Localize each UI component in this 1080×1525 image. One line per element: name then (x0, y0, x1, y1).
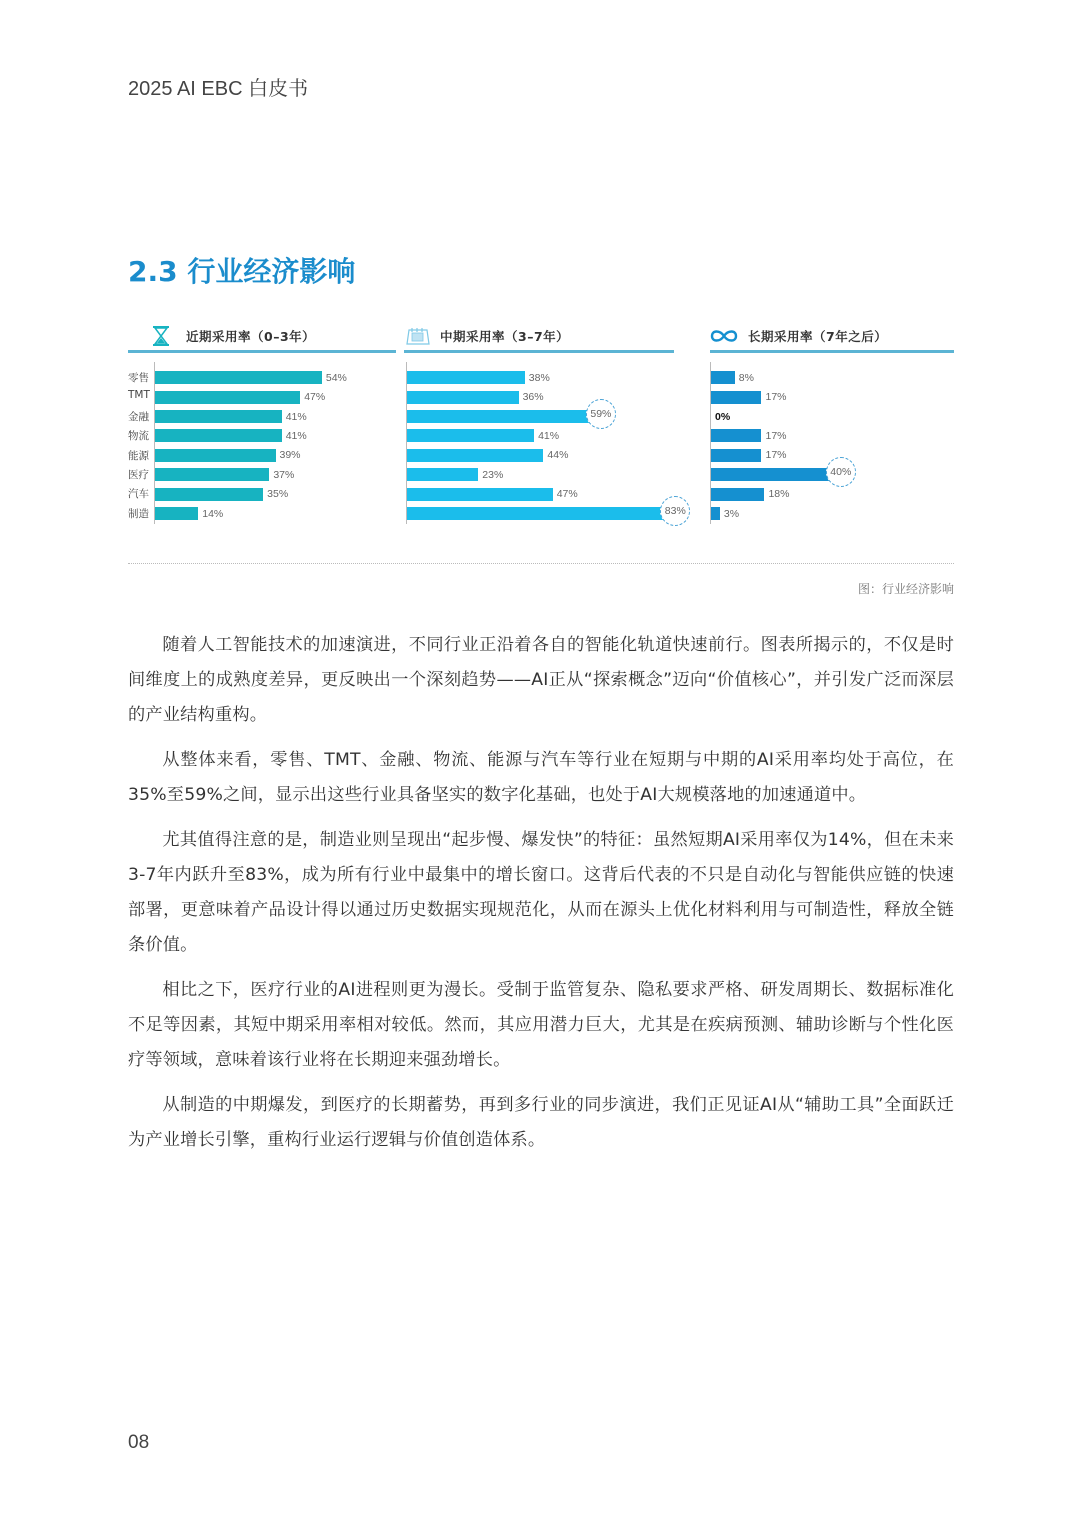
value-label: 37% (273, 468, 295, 481)
bar-row (155, 407, 307, 427)
value-label: 35% (267, 488, 289, 501)
bar (407, 429, 534, 442)
value-label: 41% (285, 429, 307, 442)
bar-row (711, 426, 787, 446)
category-label: 能源 (128, 449, 149, 462)
category-label: 金融 (128, 410, 149, 423)
value-label: 54% (325, 371, 347, 384)
value-label: 8% (738, 371, 754, 384)
bar (155, 488, 263, 501)
bar-row (407, 446, 568, 466)
value-label: 47% (556, 488, 578, 501)
paragraph: 从制造的中期爆发，到医疗的长期蓄势，再到多行业的同步演进，我们正见证AI从“辅助工具”全面跃迁为产业增长引擎，重构行业运行逻辑与价值创造体系。 (128, 1095, 954, 1150)
bar-row (155, 446, 301, 466)
bar (711, 507, 720, 520)
bar (155, 468, 269, 481)
bar-row (711, 484, 789, 504)
panel-title: 中期采用率（3–7年） (440, 329, 570, 344)
bar (407, 488, 553, 501)
paragraph: 相比之下，医疗行业的AI进程则更为漫长。受制于监管复杂、隐私要求严格、研发周期长、数据标准化不足等因素，其短中期采用率相对较低。然而，其应用潜力巨大，尤其是在疾病预测、辅助诊断与个性化医疗等领域，意味着该行业将在长期迎来强劲增长。 (128, 980, 954, 1070)
bar-row (155, 368, 347, 388)
category-label: 物流 (128, 430, 149, 443)
bar-row (407, 387, 544, 407)
bar (711, 449, 761, 462)
bar (407, 410, 590, 423)
running-header: 2025 AI EBC 白皮书 (128, 78, 309, 100)
figure-divider (128, 563, 954, 564)
chart-panel-near-term (128, 322, 396, 520)
value-label: 38% (528, 371, 550, 384)
bar (407, 391, 519, 404)
highlight-value-badge: 83% (660, 496, 690, 526)
bar (711, 371, 735, 384)
bar (407, 507, 664, 520)
bar (155, 371, 322, 384)
bar (407, 468, 478, 481)
chart-panel-mid-term (404, 322, 686, 517)
bar (407, 449, 543, 462)
value-label: 3% (723, 507, 740, 520)
panel-title: 近期采用率（0–3年） (186, 329, 316, 344)
value-label: 23% (482, 468, 504, 481)
category-label: 汽车 (128, 488, 149, 501)
bar-row (407, 484, 578, 504)
paragraph: 尤其值得注意的是，制造业则呈现出“起步慢、爆发快”的特征：虽然短期AI采用率仅为14%，但在未来3-7年内跃升至83%，成为所有行业中最集中的增长窗口。这背后代表的不只是自动化与智能供应链的快速部署，更意味着产品设计得以通过历史数据实现规范化，从而在源头上优化材料利用与可制造性，释放全链条价值。 (128, 830, 954, 955)
highlight-value-badge: 59% (586, 399, 616, 429)
bar-row (711, 446, 787, 466)
category-label: 零售 (128, 372, 149, 384)
bar (155, 449, 276, 462)
bar-row (711, 407, 730, 427)
highlight-value-badge: 40% (826, 457, 856, 487)
bar (155, 507, 198, 520)
bar-row (711, 504, 739, 524)
value-label: 36% (522, 391, 544, 404)
body-text (128, 628, 954, 1168)
paragraph: 从整体来看，零售、TMT、金融、物流、能源与汽车等行业在短期与中期的AI采用率均处于高位，在35%至59%之间，显示出这些行业具备坚实的数字化基础，也处于AI大规模落地的加速通道中。 (128, 750, 954, 805)
bar-row (155, 426, 307, 446)
page-number: 08 (128, 1432, 150, 1453)
bar-row (155, 465, 294, 485)
bar-row (407, 504, 686, 524)
panel-header (710, 322, 954, 353)
chart-panel-long-term (710, 322, 954, 520)
paragraph: 随着人工智能技术的加速演进，不同行业正沿着各自的智能化轨道快速前行。图表所揭示的，不仅是时间维度上的成熟度差异，更反映出一个深刻趋势——AI正从“探索概念”迈向“价值核心”，并引发广泛而深层的产业结构重构。 (128, 635, 954, 725)
bar-row (155, 484, 288, 504)
bar-row (711, 387, 787, 407)
panel-title: 长期采用率（7年之后） (748, 329, 888, 344)
bar (155, 410, 282, 423)
bar (711, 468, 830, 481)
bar (711, 488, 764, 501)
bar-row (407, 465, 503, 485)
value-label: 44% (547, 449, 569, 462)
value-label: 14% (202, 507, 224, 520)
bar-row (711, 465, 852, 485)
panel-header (404, 322, 674, 353)
value-label: 39% (279, 449, 301, 462)
bar (711, 429, 761, 442)
category-label: 制造 (128, 507, 149, 520)
bar (407, 371, 525, 384)
value-label: 17% (765, 391, 787, 404)
bar-row (155, 387, 325, 407)
value-label: 47% (304, 391, 326, 404)
value-label: 41% (285, 410, 307, 423)
calendar-icon (406, 325, 432, 347)
bar-row (407, 407, 612, 427)
section-title: 2.3 行业经济影响 (128, 255, 356, 288)
bar (711, 391, 761, 404)
bar (155, 391, 300, 404)
value-label: 18% (768, 488, 790, 501)
category-label: 医疗 (128, 469, 149, 481)
value-label: 17% (765, 429, 787, 442)
bar-row (155, 504, 223, 524)
infinity-icon (710, 325, 740, 347)
bar (155, 429, 282, 442)
category-label: TMT (128, 389, 150, 402)
panel-header (128, 322, 396, 353)
hourglass-icon (152, 325, 178, 347)
bar-row (407, 426, 559, 446)
value-label: 0% (715, 410, 731, 423)
value-label: 41% (538, 429, 560, 442)
bar-row (711, 368, 754, 388)
bar-row (407, 368, 550, 388)
value-label: 17% (765, 449, 787, 462)
figure-caption: 图：行业经济影响 (857, 582, 954, 596)
